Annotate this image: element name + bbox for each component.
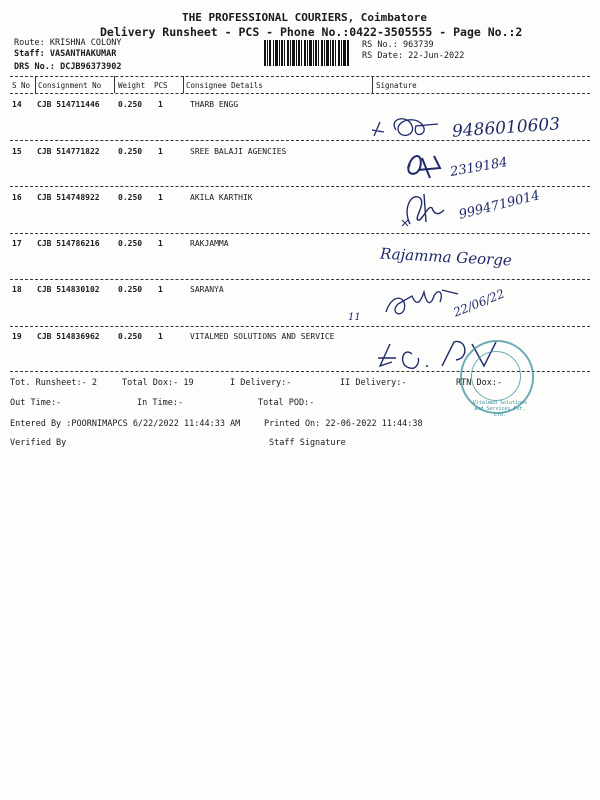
ii-delivery: II Delivery:- [340,378,407,388]
col-pcs: PCS [154,81,168,90]
row-pcs: 1 [158,100,163,109]
row-divider [10,233,590,234]
verified-by: Verified By [10,438,67,448]
row-weight: 0.250 [118,147,143,156]
rs-no [362,40,434,50]
row-consignment: CJB 514748922 [37,193,100,202]
entered-by: Entered By :POORNIMAPCS 6/22/2022 11:44:33 AM [10,419,241,429]
row-weight: 0.250 [118,239,143,248]
company-title: THE PROFESSIONAL COURIERS, Coimbatore [182,11,428,24]
row-consignment: CJB 514836962 [37,332,100,341]
total-dox: Total Dox:- 19 [122,378,194,388]
route-label: Route: [14,38,45,48]
out-time: Out Time:- [10,398,62,408]
staff-label: Staff: [14,49,45,59]
row-sno: 15 [12,147,22,156]
row-pcs: 1 [158,239,163,248]
staff-line [14,49,116,59]
col-sno: S No [12,81,31,90]
row-consignee: VITALMED SOLUTIONS AND SERVICE [190,332,335,341]
row-sno: 17 [12,239,22,248]
barcode [264,40,350,66]
row-pcs: 1 [158,285,163,294]
row-consignee: SARANYA [190,285,224,294]
rs-date [362,51,464,61]
handwritten-number-16: 9994719014 [457,188,542,223]
handwritten-name-17: Rajamma George [379,244,513,270]
rs-no-value: 963739 [402,40,434,50]
row-sno: 19 [12,332,22,341]
row-sno: 16 [12,193,22,202]
table-header-rule [10,93,590,94]
row-consignment: CJB 514711446 [37,100,100,109]
route-value: KRISHNA COLONY [49,38,122,48]
handwritten-date-18: 22/06/22 [451,286,507,320]
row-divider [10,140,590,141]
col-consignment: Consignment No [38,81,102,90]
row-divider [10,279,590,280]
tot-runsheet: Tot. Runsheet:- 2 [10,378,97,388]
staff-signature: Staff Signature [269,438,346,448]
stamp-text: Vitalmed Solutions and Services Pvt. Ltd. [472,400,528,418]
row-divider [10,326,590,327]
row-consignee: SREE BALAJI AGENCIES [190,147,287,156]
i-delivery: I Delivery:- [230,378,292,388]
printed-on: Printed On: 22-06-2022 11:44:38 [264,419,423,429]
col-sep [114,76,115,93]
total-pod: Total POD:- [258,398,315,408]
in-time: In Time:- [137,398,184,408]
row-consignment: CJB 514786216 [37,239,100,248]
signature-row-14 [368,108,458,148]
row-pcs: 1 [158,147,163,156]
row-weight: 0.250 [118,285,143,294]
row-consignee: RAKJAMMA [190,239,229,248]
rs-no-label: RS No.: [362,40,398,50]
row-sno: 14 [12,100,22,109]
handwritten-mark-18: 11 [348,312,361,323]
company-stamp-inner [471,351,521,401]
col-sep [35,76,36,93]
rtn-dox: RTN Dox:- [456,378,503,388]
row-divider [10,186,590,187]
col-sep [372,76,373,93]
row-consignee: THARB ENGG [190,100,239,109]
row-pcs: 1 [158,332,163,341]
rs-date-label: RS Date: [362,51,403,61]
row-consignment: CJB 514830102 [37,285,100,294]
drs-line [14,62,122,72]
runsheet-subtitle: Delivery Runsheet - PCS - Phone No.:0422-3505555 - Page No.:2 [100,25,523,39]
row-consignment: CJB 514771822 [37,147,100,156]
row-pcs: 1 [158,193,163,202]
row-weight: 0.250 [118,193,143,202]
table-top-rule [10,76,590,77]
row-sno: 18 [12,285,22,294]
col-weight: Weight [118,81,146,90]
col-sep [183,76,184,93]
rs-date-value: 22-Jun-2022 [408,51,465,61]
col-consignee: Consignee Details [186,81,263,90]
drs-label: DRS No.: [14,62,55,72]
row-weight: 0.250 [118,332,143,341]
handwritten-number-15: 2319184 [449,155,509,180]
col-signature: Signature [376,81,417,90]
row-consignee: AKILA KARTHIK [190,193,253,202]
handwritten-phone-14: 9486010603 [451,114,561,142]
row-weight: 0.250 [118,100,143,109]
drs-value: DCJB96373902 [60,62,122,72]
route-line [14,38,122,48]
staff-value: VASANTHAKUMAR [49,49,117,59]
